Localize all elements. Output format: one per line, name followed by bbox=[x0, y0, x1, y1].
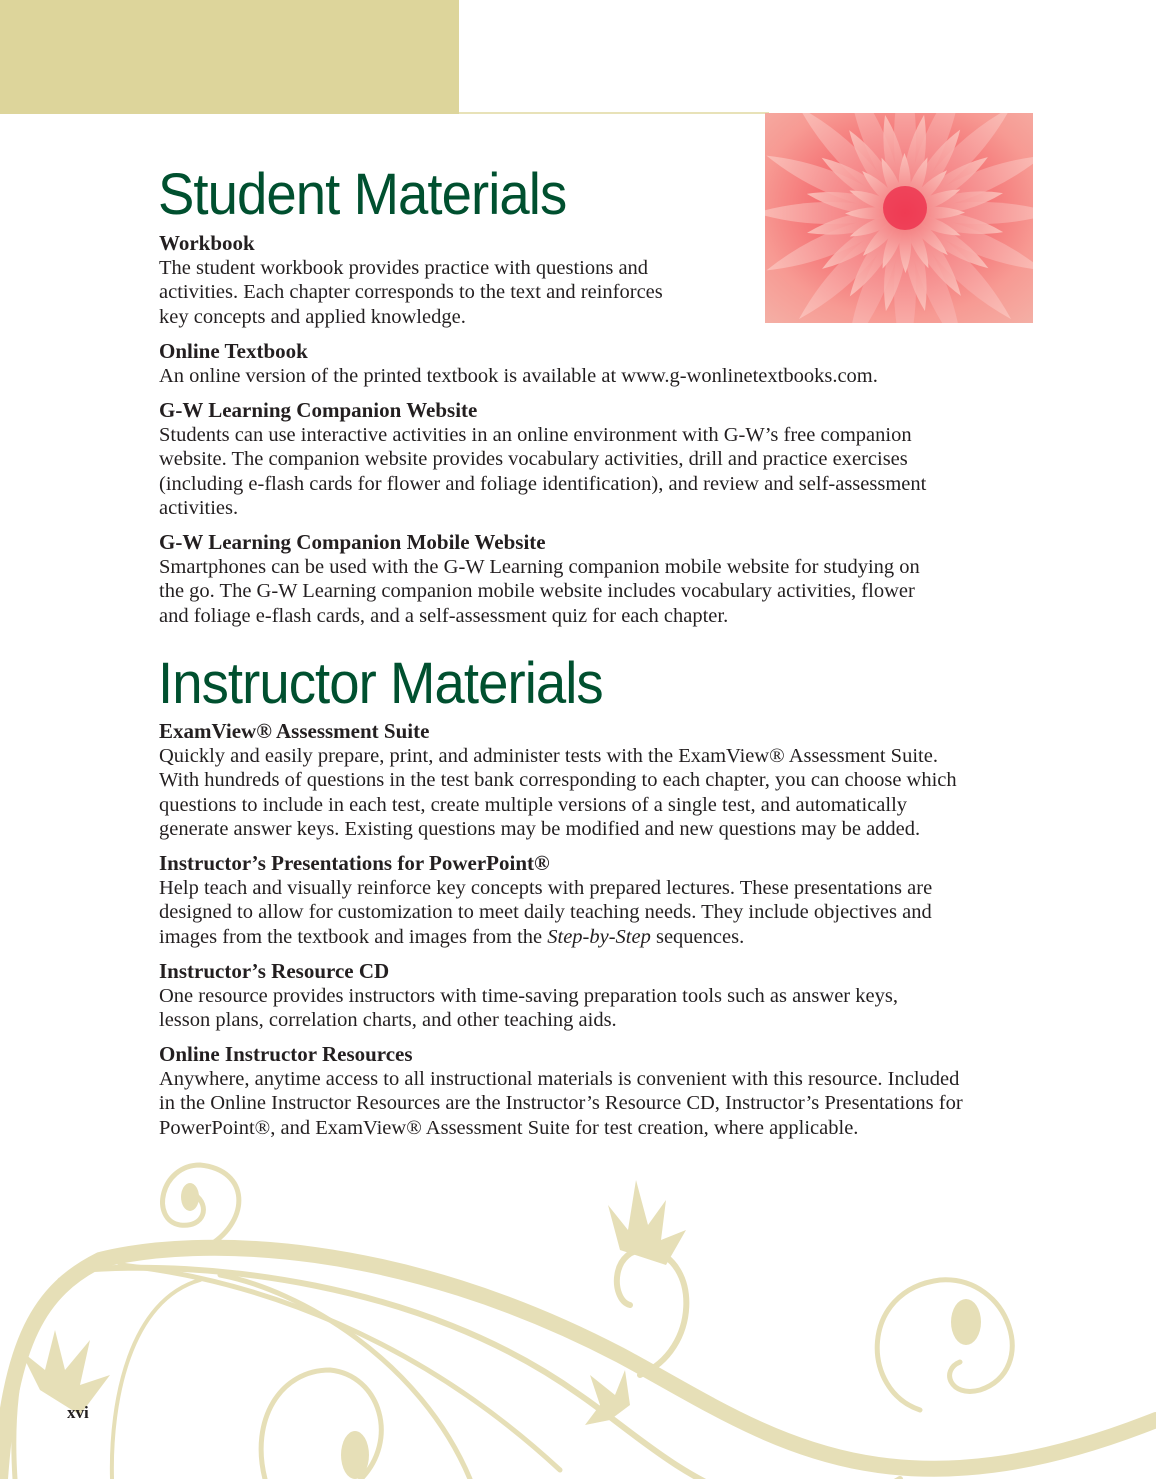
body-line: activities. bbox=[159, 497, 239, 520]
body-line: and foliage e-flash cards, and a self-assessment quiz for each chapter. bbox=[159, 604, 729, 627]
body-line: generate answer keys. Existing questions may be modified and new questions may be added. bbox=[159, 818, 921, 841]
section bbox=[159, 851, 932, 949]
body-line: lesson plans, correlation charts, and other teaching aids. bbox=[159, 1009, 617, 1032]
section bbox=[159, 339, 878, 388]
text-run: sequences. bbox=[650, 925, 745, 948]
body-line: Help teach and visually reinforce key concepts with prepared lectures. These presentations are bbox=[159, 876, 933, 899]
text-run: images from the textbook and images from the bbox=[159, 925, 548, 948]
section-heading: Instructor’s Resource CD bbox=[159, 959, 390, 983]
body-line: Students can use interactive activities in an online environment with G-W’s free companion bbox=[159, 423, 912, 446]
section-heading: G-W Learning Companion Mobile Website bbox=[159, 530, 546, 554]
body-line: The student workbook provides practice with questions and bbox=[159, 256, 649, 279]
section-heading: Workbook bbox=[159, 231, 255, 255]
section-heading: ExamView® Assessment Suite bbox=[159, 719, 430, 743]
body-line: Smartphones can be used with the G-W Learning companion mobile website for studying on bbox=[159, 555, 920, 578]
section bbox=[159, 530, 920, 628]
section bbox=[159, 398, 926, 521]
section-heading: G-W Learning Companion Website bbox=[159, 398, 478, 422]
header-rule bbox=[459, 112, 769, 114]
italic-term: Step-by-Step bbox=[547, 925, 651, 948]
body-line: in the Online Instructor Resources are the Instructor’s Resource CD, Instructor’s Presentations for bbox=[159, 1092, 963, 1115]
floral-ornament bbox=[0, 1140, 1156, 1479]
body-line: PowerPoint®, and ExamView® Assessment Suite for test creation, where applicable. bbox=[159, 1116, 859, 1139]
body-line: activities. Each chapter corresponds to the text and reinforces bbox=[159, 281, 663, 304]
body-line: the go. The G-W Learning companion mobile website includes vocabulary activities, flower bbox=[159, 580, 915, 603]
body-line: An online version of the printed textbook is available at www.g-wonlinetextbooks.com. bbox=[159, 364, 878, 387]
body-line: One resource provides instructors with time-saving preparation tools such as answer keys, bbox=[159, 984, 898, 1007]
body-line: key concepts and applied knowledge. bbox=[159, 305, 466, 328]
section bbox=[159, 719, 957, 842]
instructor-materials-title: Instructor Materials bbox=[158, 651, 603, 716]
section bbox=[159, 231, 663, 329]
flower-photo bbox=[765, 113, 1033, 323]
body-line: Quickly and easily prepare, print, and administer tests with the ExamView® Assessment Suite. bbox=[159, 744, 938, 767]
header-color-band bbox=[0, 0, 459, 114]
body-line: Anywhere, anytime access to all instructional materials is convenient with this resource. Included bbox=[159, 1067, 960, 1090]
section-heading: Instructor’s Presentations for PowerPoint® bbox=[159, 851, 550, 875]
section bbox=[159, 1042, 963, 1140]
section bbox=[159, 959, 898, 1033]
body-line: With hundreds of questions in the test bank corresponding to each chapter, you can choose which bbox=[159, 769, 957, 792]
student-materials-title: Student Materials bbox=[158, 162, 567, 227]
body-line: (including e-flash cards for flower and foliage identification), and review and self-assessment bbox=[159, 472, 927, 495]
body-line bbox=[159, 925, 932, 950]
section-heading: Online Instructor Resources bbox=[159, 1042, 413, 1066]
page-number: xvi bbox=[67, 1403, 89, 1422]
section-heading: Online Textbook bbox=[159, 339, 308, 363]
body-line: website. The companion website provides vocabulary activities, drill and practice exercises bbox=[159, 448, 908, 471]
body-line: questions to include in each test, create multiple versions of a single test, and automatically bbox=[159, 793, 908, 816]
body-line: designed to allow for customization to meet daily teaching needs. They include objectives and bbox=[159, 901, 932, 924]
